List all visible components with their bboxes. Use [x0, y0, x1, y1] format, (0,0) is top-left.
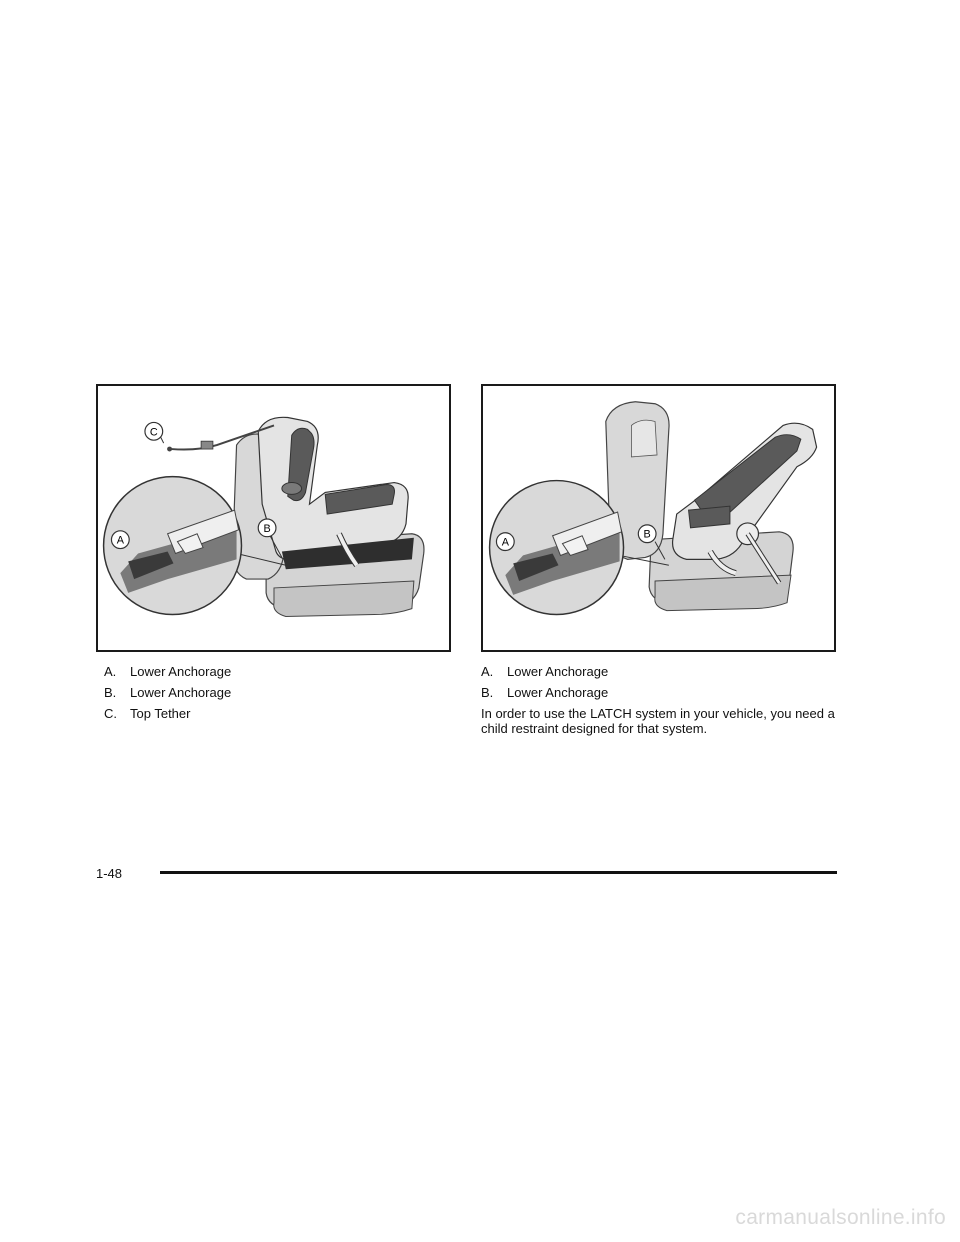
caption-item: [104, 706, 444, 722]
body-paragraph: In order to use the LATCH system in your vehicle, you need a child restraint designed for that system.: [481, 706, 835, 736]
callout-a: A: [116, 534, 124, 547]
rear-facing-child-seat-illustration: [483, 386, 834, 650]
callout-b: B: [263, 522, 271, 535]
caption-item: [481, 664, 841, 680]
forward-facing-child-seat-illustration: [98, 386, 449, 650]
caption-item: [481, 685, 841, 701]
right-illustration: [481, 384, 836, 652]
caption-item: [104, 685, 444, 701]
page-number: 1-48: [96, 866, 123, 881]
footer-rule: [160, 871, 837, 874]
caption-text: Top Tether: [130, 706, 191, 721]
caption-letter: A.: [104, 664, 117, 679]
caption-text: Lower Anchorage: [507, 685, 609, 700]
left-illustration: [96, 384, 451, 652]
callout-b: B: [643, 528, 651, 541]
caption-letter: B.: [104, 685, 117, 700]
left-caption: [104, 664, 444, 727]
watermark: carmanualsonline.info: [735, 1206, 946, 1229]
callout-c: C: [149, 426, 158, 439]
caption-text: Lower Anchorage: [130, 664, 232, 679]
caption-letter: B.: [481, 685, 494, 700]
right-caption: [481, 664, 841, 736]
callout-a: A: [501, 536, 509, 549]
caption-text: Lower Anchorage: [507, 664, 609, 679]
caption-letter: A.: [481, 664, 494, 679]
caption-text: Lower Anchorage: [130, 685, 232, 700]
caption-item: [104, 664, 444, 680]
caption-letter: C.: [104, 706, 117, 721]
